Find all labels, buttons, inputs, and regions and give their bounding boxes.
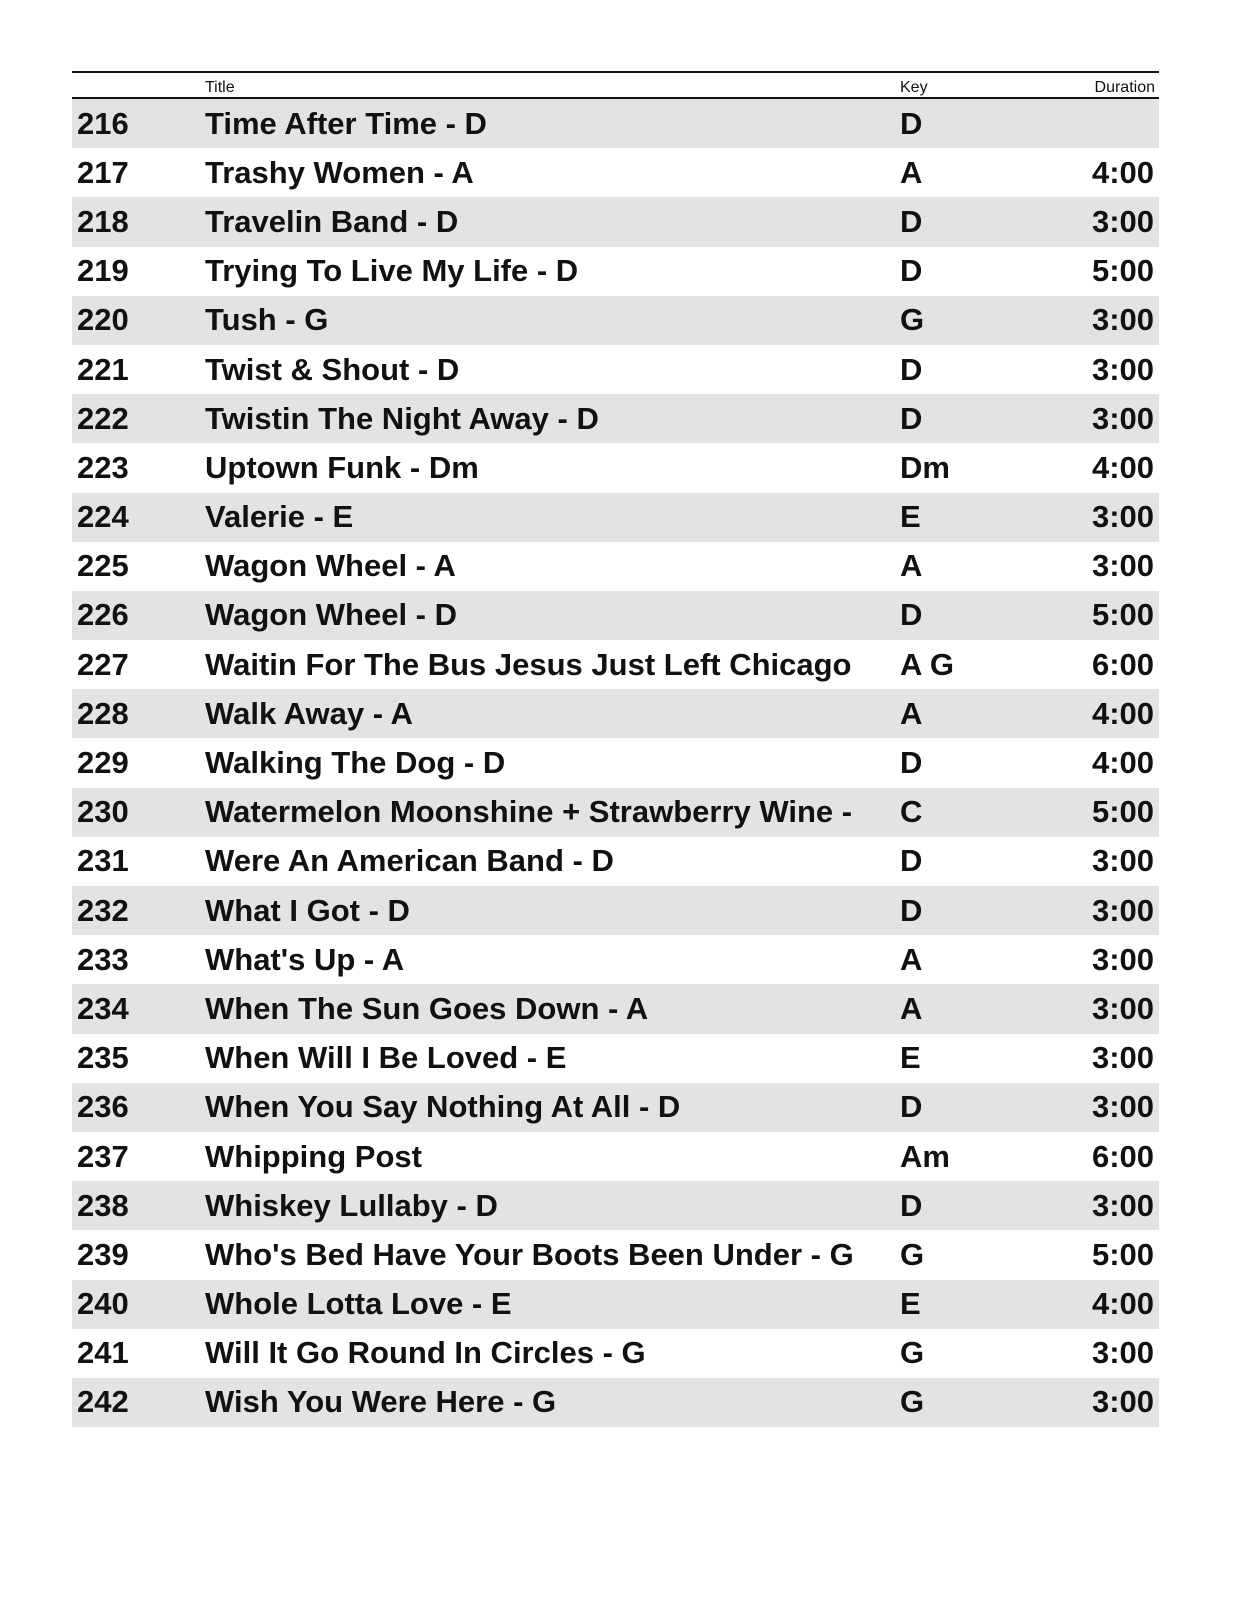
- song-key: A: [900, 548, 923, 584]
- song-key: G: [900, 1384, 925, 1420]
- column-header-key: Key: [900, 79, 928, 96]
- song-title: Walk Away - A: [205, 695, 413, 731]
- song-duration: 3:00: [1091, 1187, 1154, 1223]
- song-duration: 6:00: [1091, 646, 1154, 682]
- song-duration: 3:00: [1091, 892, 1154, 928]
- song-number: 231: [77, 843, 129, 879]
- song-title: Valerie - E: [205, 499, 354, 535]
- song-key: A G: [900, 646, 954, 682]
- song-number: 219: [77, 253, 129, 289]
- song-title: When You Say Nothing At All - D: [205, 1089, 681, 1125]
- song-duration: 3:00: [1091, 1335, 1154, 1371]
- song-key: G: [900, 1335, 925, 1371]
- song-key: D: [900, 1187, 923, 1223]
- song-key: D: [900, 597, 923, 633]
- song-title: Trashy Women - A: [205, 154, 474, 190]
- song-key: A: [900, 695, 923, 731]
- table-row: [72, 148, 1159, 197]
- column-header-duration: Duration: [1094, 79, 1155, 96]
- song-number: 239: [77, 1236, 129, 1272]
- song-number: 228: [77, 695, 129, 731]
- song-duration: 5:00: [1091, 253, 1154, 289]
- song-number: 235: [77, 1040, 129, 1076]
- song-number: 237: [77, 1138, 129, 1174]
- song-title: Twist & Shout - D: [205, 351, 460, 387]
- song-duration: 5:00: [1091, 1236, 1154, 1272]
- song-title: Travelin Band - D: [205, 203, 459, 239]
- song-number: 223: [77, 449, 129, 485]
- song-title: Time After Time - D: [205, 105, 487, 141]
- song-number: 236: [77, 1089, 129, 1125]
- song-number: 222: [77, 400, 129, 436]
- song-title: Waitin For The Bus Jesus Just Left Chicago: [205, 646, 852, 682]
- song-key: G: [900, 1236, 925, 1272]
- song-number: 241: [77, 1335, 129, 1371]
- song-key: D: [900, 1089, 923, 1125]
- table-body: [72, 99, 1159, 1427]
- table-row: [72, 935, 1159, 984]
- table-row: [72, 197, 1159, 246]
- song-duration: 3:00: [1091, 499, 1154, 535]
- table-row: [72, 394, 1159, 443]
- song-title: Uptown Funk - Dm: [205, 449, 479, 485]
- table-row: [72, 1230, 1159, 1279]
- song-number: 234: [77, 990, 129, 1026]
- song-duration: 5:00: [1091, 597, 1154, 633]
- table-row: [72, 345, 1159, 394]
- song-number: 230: [77, 794, 129, 830]
- song-duration: 4:00: [1091, 449, 1154, 485]
- song-key: C: [900, 794, 923, 830]
- table-row: [72, 1378, 1159, 1427]
- table-row: [72, 443, 1159, 492]
- song-title: When The Sun Goes Down - A: [205, 990, 649, 1026]
- song-title: Tush - G: [205, 302, 329, 338]
- song-title: Wish You Were Here - G: [205, 1384, 557, 1420]
- song-title: Walking The Dog - D: [205, 745, 506, 781]
- song-title: Twistin The Night Away - D: [205, 400, 599, 436]
- table-row: [72, 1280, 1159, 1329]
- song-duration: 3:00: [1091, 351, 1154, 387]
- song-number: 220: [77, 302, 129, 338]
- table-row: [72, 1034, 1159, 1083]
- table-row: [72, 837, 1159, 886]
- song-number: 233: [77, 941, 129, 977]
- table-row: [72, 1181, 1159, 1230]
- song-number: 224: [77, 499, 129, 535]
- song-title: Wagon Wheel - A: [205, 548, 456, 584]
- song-title: Who's Bed Have Your Boots Been Under - G: [205, 1236, 854, 1272]
- song-key: D: [900, 351, 923, 387]
- song-title: Were An American Band - D: [205, 843, 614, 879]
- song-duration: 3:00: [1091, 302, 1154, 338]
- song-number: 229: [77, 745, 129, 781]
- table-row: [72, 738, 1159, 787]
- song-key: D: [900, 892, 923, 928]
- table-row: [72, 689, 1159, 738]
- table-header: [72, 71, 1159, 99]
- song-number: 238: [77, 1187, 129, 1223]
- song-number: 227: [77, 646, 129, 682]
- song-number: 225: [77, 548, 129, 584]
- song-number: 226: [77, 597, 129, 633]
- song-key: A: [900, 941, 923, 977]
- song-key: D: [900, 843, 923, 879]
- song-key: A: [900, 154, 923, 190]
- song-duration: 4:00: [1091, 745, 1154, 781]
- table-row: [72, 788, 1159, 837]
- song-duration: 3:00: [1091, 548, 1154, 584]
- song-title: Whiskey Lullaby - D: [205, 1187, 498, 1223]
- table-row: [72, 493, 1159, 542]
- song-number: 218: [77, 203, 129, 239]
- song-duration: 4:00: [1091, 1286, 1154, 1322]
- song-number: 216: [77, 105, 129, 141]
- table-row: [72, 247, 1159, 296]
- song-duration: 3:00: [1091, 203, 1154, 239]
- song-title: Wagon Wheel - D: [205, 597, 457, 633]
- song-key: E: [900, 499, 921, 535]
- table-row: [72, 99, 1159, 148]
- song-key: G: [900, 302, 925, 338]
- table-row: [72, 542, 1159, 591]
- song-number: 242: [77, 1384, 129, 1420]
- song-duration: 3:00: [1091, 1384, 1154, 1420]
- song-title: Whipping Post: [205, 1138, 422, 1174]
- song-title: When Will I Be Loved - E: [205, 1040, 567, 1076]
- song-key: D: [900, 745, 923, 781]
- song-duration: 3:00: [1091, 990, 1154, 1026]
- song-duration: 5:00: [1091, 794, 1154, 830]
- table-row: [72, 296, 1159, 345]
- song-title: Will It Go Round In Circles - G: [205, 1335, 646, 1371]
- song-key: D: [900, 105, 923, 141]
- song-key: Am: [900, 1138, 950, 1174]
- song-duration: 4:00: [1091, 695, 1154, 731]
- song-key: D: [900, 400, 923, 436]
- song-duration: 3:00: [1091, 843, 1154, 879]
- song-number: 221: [77, 351, 129, 387]
- table-row: [72, 1329, 1159, 1378]
- song-number: 240: [77, 1286, 129, 1322]
- song-title: Whole Lotta Love - E: [205, 1286, 512, 1322]
- song-title: Trying To Live My Life - D: [205, 253, 579, 289]
- song-title: What's Up - A: [205, 941, 405, 977]
- song-key: E: [900, 1040, 921, 1076]
- song-duration: 3:00: [1091, 1040, 1154, 1076]
- table-row: [72, 886, 1159, 935]
- song-key: D: [900, 203, 923, 239]
- song-title: Watermelon Moonshine + Strawberry Wine -: [205, 794, 853, 830]
- table-row: [72, 1083, 1159, 1132]
- song-key: A: [900, 990, 923, 1026]
- table-row: [72, 984, 1159, 1033]
- song-key: E: [900, 1286, 921, 1322]
- song-duration: 6:00: [1091, 1138, 1154, 1174]
- song-duration: 3:00: [1091, 941, 1154, 977]
- song-list-table: [72, 71, 1159, 1427]
- song-number: 217: [77, 154, 129, 190]
- song-title: What I Got - D: [205, 892, 410, 928]
- song-key: D: [900, 253, 923, 289]
- song-duration: 4:00: [1091, 154, 1154, 190]
- song-duration: 3:00: [1091, 1089, 1154, 1125]
- table-row: [72, 1132, 1159, 1181]
- column-header-title: Title: [205, 79, 235, 96]
- song-key: Dm: [900, 449, 950, 485]
- table-row: [72, 640, 1159, 689]
- song-duration: 3:00: [1091, 400, 1154, 436]
- table-row: [72, 591, 1159, 640]
- song-number: 232: [77, 892, 129, 928]
